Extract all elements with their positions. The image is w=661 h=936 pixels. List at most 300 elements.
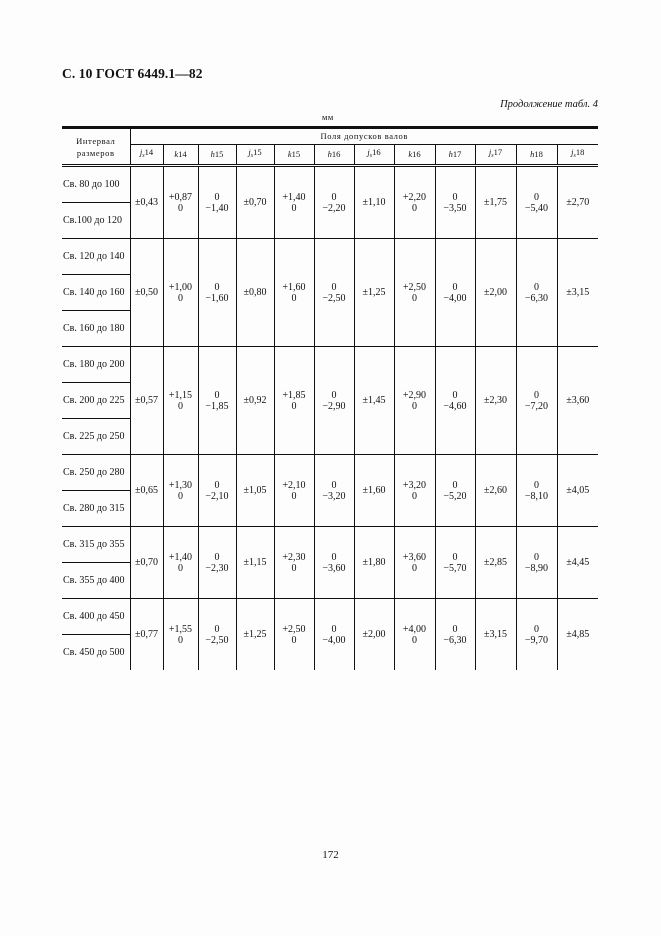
tolerance-value-cell <box>314 347 354 455</box>
tolerance-value-cell <box>130 599 163 671</box>
size-interval-cell: Св. 250 до 280 <box>62 455 130 491</box>
column-header <box>557 145 598 166</box>
deviation-pair <box>205 480 228 502</box>
upper-deviation: 0 <box>452 191 458 203</box>
tolerance-value-cell <box>274 455 314 527</box>
lower-deviation: −6,30 <box>443 634 467 646</box>
upper-deviation: +2,50 <box>282 623 306 635</box>
upper-deviation: 0 <box>214 191 220 203</box>
tolerance-value-cell <box>557 239 598 347</box>
lower-deviation: −2,30 <box>205 562 229 574</box>
page-number: 172 <box>322 849 339 861</box>
upper-deviation: 0 <box>533 479 539 491</box>
lower-deviation: −2,90 <box>322 400 346 412</box>
size-interval-cell: Св. 80 до 100 <box>63 179 120 190</box>
symmetric-deviation: ±0,65 <box>135 485 158 496</box>
column-header <box>130 145 163 166</box>
column-header <box>394 145 435 166</box>
tolerance-value-cell <box>130 455 163 527</box>
field-grade: 17 <box>452 149 462 159</box>
tolerance-value-cell <box>274 166 314 239</box>
upper-deviation: 0 <box>331 479 337 491</box>
deviation-pair <box>443 282 466 304</box>
tolerance-fields-group-header: Поля допусков валов <box>130 128 598 145</box>
field-grade: 18 <box>575 147 585 157</box>
column-header <box>475 145 516 166</box>
upper-deviation: 0 <box>452 281 458 293</box>
upper-deviation: +1,30 <box>168 479 193 491</box>
lower-deviation: −4,60 <box>443 400 467 412</box>
symmetric-deviation: ±2,85 <box>484 557 507 568</box>
tolerance-value-cell <box>274 239 314 347</box>
upper-deviation: +3,60 <box>402 551 427 563</box>
lower-deviation: 0 <box>291 292 297 304</box>
tolerance-value-cell <box>516 166 557 239</box>
symmetric-deviation: ±1,75 <box>484 197 507 208</box>
symmetric-deviation: ±0,50 <box>135 287 158 298</box>
upper-deviation: 0 <box>533 281 539 293</box>
field-subscript: s <box>573 153 576 159</box>
table-row <box>62 527 598 563</box>
lower-deviation: −2,10 <box>205 490 229 502</box>
deviation-pair <box>403 624 426 646</box>
symmetric-deviation: ±1,80 <box>362 557 386 568</box>
upper-deviation: +4,00 <box>402 623 427 635</box>
field-subscript: s <box>369 153 373 159</box>
deviation-pair <box>169 552 192 574</box>
table-row <box>62 239 598 275</box>
deviation-pair <box>443 480 466 502</box>
upper-deviation: 0 <box>533 389 539 401</box>
lower-deviation: 0 <box>411 634 417 646</box>
tolerance-value-cell <box>314 239 354 347</box>
symmetric-deviation: ±1,45 <box>362 395 386 406</box>
tolerance-value-cell <box>130 347 163 455</box>
field-letter: h <box>530 149 535 159</box>
tolerance-value-cell <box>163 347 198 455</box>
upper-deviation: 0 <box>452 623 458 635</box>
size-interval-cell: Св. 280 до 315 <box>62 491 130 527</box>
symmetric-deviation: ±3,60 <box>566 395 590 406</box>
upper-deviation: +0,87 <box>168 191 193 203</box>
deviation-pair <box>322 624 345 646</box>
deviation-pair <box>403 390 426 412</box>
deviation-pair <box>525 390 548 412</box>
upper-deviation: +1,55 <box>168 623 193 635</box>
column-header <box>198 145 236 166</box>
upper-deviation: 0 <box>214 623 220 635</box>
field-letter: k <box>287 149 292 159</box>
tolerance-value-cell <box>314 455 354 527</box>
tolerance-value-cell <box>163 527 198 599</box>
lower-deviation: −1,85 <box>205 400 229 412</box>
lower-deviation: 0 <box>177 400 183 412</box>
tolerance-value-cell <box>163 599 198 671</box>
deviation-pair <box>403 282 426 304</box>
deviation-pair <box>169 192 192 214</box>
column-header <box>354 145 394 166</box>
lower-deviation: −3,20 <box>322 490 346 502</box>
table-continuation-label: Продолжение табл. 4 <box>500 99 598 110</box>
lower-deviation: 0 <box>177 562 183 574</box>
upper-deviation: 0 <box>331 281 337 293</box>
lower-deviation: 0 <box>177 634 183 646</box>
tolerance-value-cell <box>236 599 274 671</box>
tolerance-value-cell <box>236 347 274 455</box>
tolerance-value-cell <box>475 455 516 527</box>
deviation-pair <box>169 390 192 412</box>
tolerance-value-cell <box>475 347 516 455</box>
lower-deviation: −5,40 <box>524 202 549 214</box>
symmetric-deviation: ±2,70 <box>566 197 590 208</box>
upper-deviation: +3,20 <box>402 479 427 491</box>
field-grade: 16 <box>372 147 381 157</box>
deviation-pair <box>443 192 466 214</box>
tolerance-value-cell <box>354 455 394 527</box>
tolerance-value-cell <box>130 527 163 599</box>
upper-deviation: 0 <box>214 389 220 401</box>
tolerance-value-cell <box>516 527 557 599</box>
tolerance-value-cell <box>198 527 236 599</box>
lower-deviation: 0 <box>291 400 297 412</box>
field-letter: j <box>488 147 492 157</box>
size-interval-cell: Св. 225 до 250 <box>62 419 130 455</box>
tolerance-value-cell <box>236 239 274 347</box>
field-letter: j <box>367 147 370 157</box>
deviation-pair <box>282 192 305 214</box>
tolerance-value-cell <box>314 166 354 239</box>
symmetric-deviation: ±4,45 <box>566 557 590 568</box>
tolerance-value-cell <box>435 347 475 455</box>
tolerance-value-cell <box>557 599 598 671</box>
deviation-pair <box>205 192 228 214</box>
deviation-pair <box>282 282 305 304</box>
column-header <box>274 145 314 166</box>
deviation-pair <box>169 480 192 502</box>
upper-deviation: 0 <box>214 479 220 491</box>
upper-deviation: +2,30 <box>282 551 306 563</box>
tolerance-value-cell <box>354 166 394 239</box>
field-grade: 18 <box>534 149 543 159</box>
tolerance-value-cell <box>516 599 557 671</box>
upper-deviation: +2,10 <box>282 479 306 491</box>
upper-deviation: 0 <box>533 191 539 203</box>
tolerance-table <box>62 126 598 670</box>
deviation-pair <box>525 552 548 574</box>
deviation-pair <box>205 390 228 412</box>
symmetric-deviation: ±1,05 <box>243 485 267 496</box>
field-grade: 16 <box>331 149 341 159</box>
column-header <box>435 145 475 166</box>
symmetric-deviation: ±2,00 <box>362 629 386 640</box>
symmetric-deviation: ±2,60 <box>484 485 507 496</box>
deviation-pair <box>525 480 548 502</box>
deviation-pair <box>205 552 228 574</box>
tolerance-value-cell <box>435 599 475 671</box>
lower-deviation: −2,50 <box>205 634 229 646</box>
upper-deviation: 0 <box>214 551 220 563</box>
size-interval-cell: Св. 120 до 140 <box>62 239 130 275</box>
column-header <box>516 145 557 166</box>
tolerance-value-cell <box>557 166 598 239</box>
upper-deviation: 0 <box>331 389 337 401</box>
lower-deviation: −5,20 <box>443 490 467 502</box>
field-subscript: s <box>142 153 145 159</box>
tolerance-value-cell <box>475 599 516 671</box>
tolerance-value-cell <box>354 527 394 599</box>
field-letter: k <box>408 149 413 159</box>
field-grade: 14 <box>144 147 154 157</box>
symmetric-deviation: ±0,80 <box>243 287 267 298</box>
symmetric-deviation: ±1,10 <box>362 197 386 208</box>
deviation-pair <box>525 192 548 214</box>
tolerance-value-cell <box>163 455 198 527</box>
tolerance-value-cell <box>236 527 274 599</box>
column-header <box>236 145 274 166</box>
table-row <box>62 599 598 635</box>
tolerance-value-cell <box>394 166 435 239</box>
tolerance-value-cell <box>198 166 236 239</box>
deviation-pair <box>403 552 426 574</box>
upper-deviation: +1,00 <box>168 281 193 293</box>
upper-deviation: 0 <box>452 551 458 563</box>
tolerance-value-cell <box>354 239 394 347</box>
tolerance-value-cell <box>516 455 557 527</box>
column-header <box>314 145 354 166</box>
symmetric-deviation: ±2,00 <box>484 287 507 298</box>
tolerance-value-cell <box>394 527 435 599</box>
upper-deviation: +2,90 <box>402 389 427 401</box>
symmetric-deviation: ±0,43 <box>135 197 158 208</box>
lower-deviation: −2,20 <box>322 202 346 214</box>
tolerance-value-cell <box>274 347 314 455</box>
lower-deviation: 0 <box>411 202 417 214</box>
deviation-pair <box>403 192 426 214</box>
upper-deviation: +1,85 <box>282 389 306 401</box>
tolerance-value-cell <box>557 347 598 455</box>
upper-deviation: 0 <box>331 551 337 563</box>
lower-deviation: −4,00 <box>443 292 467 304</box>
lower-deviation: 0 <box>291 202 297 214</box>
deviation-pair <box>443 552 466 574</box>
tolerance-value-cell <box>475 239 516 347</box>
tolerance-value-cell <box>435 166 475 239</box>
field-subscript: s <box>491 153 494 159</box>
tolerance-value-cell <box>435 455 475 527</box>
field-letter: j <box>139 147 143 157</box>
tolerance-value-cell <box>557 527 598 599</box>
table-row <box>62 166 598 203</box>
field-letter: j <box>248 147 251 157</box>
tolerance-value-cell <box>394 599 435 671</box>
symmetric-deviation: ±1,25 <box>243 629 267 640</box>
tolerance-value-cell <box>274 599 314 671</box>
column-header <box>163 145 198 166</box>
symmetric-deviation: ±1,60 <box>362 485 386 496</box>
deviation-pair <box>322 192 345 214</box>
symmetric-deviation: ±4,05 <box>566 485 590 496</box>
upper-deviation: +1,15 <box>168 389 193 401</box>
interval-header-line2: размеров <box>76 147 115 158</box>
tolerance-value-cell <box>236 166 274 239</box>
deviation-pair <box>282 624 305 646</box>
lower-deviation: 0 <box>411 292 417 304</box>
tolerance-value-cell <box>163 166 198 239</box>
interval-header-line1: Интервал <box>76 135 116 146</box>
upper-deviation: 0 <box>533 623 539 635</box>
symmetric-deviation: ±0,70 <box>135 557 158 568</box>
deviation-pair <box>403 480 426 502</box>
tolerance-value-cell <box>198 599 236 671</box>
tolerance-value-cell <box>557 455 598 527</box>
tolerance-value-cell <box>516 239 557 347</box>
tolerance-value-cell <box>274 527 314 599</box>
symmetric-deviation: ±0,57 <box>135 395 158 406</box>
lower-deviation: −3,50 <box>443 202 467 214</box>
lower-deviation: −1,40 <box>205 202 229 214</box>
tolerance-value-cell <box>394 455 435 527</box>
symmetric-deviation: ±1,25 <box>362 287 386 298</box>
deviation-pair <box>282 552 305 574</box>
tolerance-value-cell <box>475 527 516 599</box>
upper-deviation: 0 <box>452 479 458 491</box>
field-grade: 14 <box>178 149 187 159</box>
deviation-pair <box>443 624 466 646</box>
deviation-pair <box>205 282 228 304</box>
tolerance-value-cell <box>163 239 198 347</box>
tolerance-value-cell <box>354 347 394 455</box>
lower-deviation: 0 <box>177 202 183 214</box>
lower-deviation: −2,50 <box>322 292 346 304</box>
lower-deviation: 0 <box>291 490 297 502</box>
lower-deviation: 0 <box>291 634 297 646</box>
upper-deviation: +1,40 <box>168 551 193 563</box>
tolerance-value-cell <box>130 239 163 347</box>
upper-deviation: +1,60 <box>282 281 306 293</box>
deviation-pair <box>525 282 548 304</box>
field-grade: 15 <box>291 149 301 159</box>
lower-deviation: 0 <box>411 562 417 574</box>
unit-label: мм <box>322 112 334 122</box>
size-interval-cell: Св.100 до 120 <box>62 203 130 239</box>
lower-deviation: −8,10 <box>524 490 549 502</box>
size-interval-cell: Св. 400 до 450 <box>62 599 130 635</box>
symmetric-deviation: ±0,77 <box>135 629 158 640</box>
lower-deviation: −4,00 <box>322 634 346 646</box>
deviation-pair <box>169 624 192 646</box>
tolerance-value-cell <box>198 239 236 347</box>
tolerance-value-cell <box>130 166 163 239</box>
field-letter: h <box>327 149 332 159</box>
lower-deviation: −3,60 <box>322 562 346 574</box>
deviation-pair <box>282 390 305 412</box>
tolerance-value-cell <box>198 347 236 455</box>
size-interval-cell: Св. 180 до 200 <box>62 347 130 383</box>
upper-deviation: +1,40 <box>282 191 306 203</box>
upper-deviation: 0 <box>214 281 220 293</box>
column-header-row <box>62 145 598 166</box>
lower-deviation: 0 <box>411 490 417 502</box>
upper-deviation: +2,20 <box>402 191 427 203</box>
table-body <box>62 166 598 671</box>
symmetric-deviation: ±0,92 <box>243 395 267 406</box>
deviation-pair <box>282 480 305 502</box>
field-grade: 15 <box>214 149 224 159</box>
upper-deviation: 0 <box>452 389 458 401</box>
field-subscript: s <box>250 153 254 159</box>
lower-deviation: 0 <box>177 490 183 502</box>
deviation-pair <box>525 624 548 646</box>
field-grade: 17 <box>493 147 503 157</box>
tolerance-value-cell <box>354 599 394 671</box>
tolerance-value-cell <box>236 455 274 527</box>
symmetric-deviation: ±3,15 <box>566 287 590 298</box>
page-header: С. 10 ГОСТ 6449.1—82 <box>62 66 203 81</box>
deviation-pair <box>322 480 345 502</box>
upper-deviation: +2,50 <box>402 281 427 293</box>
tolerance-value-cell <box>394 347 435 455</box>
interval-column-header <box>62 128 130 166</box>
field-letter: k <box>174 149 179 159</box>
deviation-pair <box>205 624 228 646</box>
deviation-pair <box>322 552 345 574</box>
field-grade: 16 <box>412 149 421 159</box>
upper-deviation: 0 <box>331 191 337 203</box>
lower-deviation: −8,90 <box>524 562 549 574</box>
lower-deviation: −1,60 <box>205 292 229 304</box>
lower-deviation: −9,70 <box>524 634 549 646</box>
deviation-pair <box>169 282 192 304</box>
tolerance-value-cell <box>435 527 475 599</box>
deviation-pair <box>322 282 345 304</box>
field-letter: h <box>210 149 215 159</box>
tolerance-value-cell <box>314 599 354 671</box>
lower-deviation: −7,20 <box>524 400 549 412</box>
size-interval-cell: Св. 140 до 160 <box>62 275 130 311</box>
size-interval-cell: Св. 160 до 180 <box>62 311 130 347</box>
field-letter: j <box>571 147 574 157</box>
upper-deviation: 0 <box>533 551 539 563</box>
lower-deviation: −5,70 <box>443 562 467 574</box>
size-interval-cell: Св. 355 до 400 <box>62 563 130 599</box>
tolerance-value-cell <box>198 455 236 527</box>
symmetric-deviation: ±2,30 <box>484 395 507 406</box>
upper-deviation: 0 <box>331 623 337 635</box>
tolerance-value-cell <box>475 166 516 239</box>
lower-deviation: 0 <box>177 292 183 304</box>
size-interval-cell: Св. 450 до 500 <box>62 635 130 671</box>
table-row <box>62 347 598 383</box>
table-row <box>62 455 598 491</box>
lower-deviation: −6,30 <box>524 292 549 304</box>
deviation-pair <box>443 390 466 412</box>
field-grade: 15 <box>253 147 262 157</box>
symmetric-deviation: ±1,15 <box>243 557 267 568</box>
tolerance-value-cell <box>516 347 557 455</box>
tolerance-value-cell <box>394 239 435 347</box>
symmetric-deviation: ±4,85 <box>566 629 590 640</box>
tolerance-value-cell <box>314 527 354 599</box>
symmetric-deviation: ±0,70 <box>243 197 267 208</box>
field-letter: h <box>448 149 453 159</box>
deviation-pair <box>322 390 345 412</box>
lower-deviation: 0 <box>291 562 297 574</box>
tolerance-value-cell <box>435 239 475 347</box>
size-interval-cell: Св. 315 до 355 <box>62 527 130 563</box>
lower-deviation: 0 <box>411 400 417 412</box>
size-interval-cell: Св. 200 до 225 <box>62 383 130 419</box>
symmetric-deviation: ±3,15 <box>484 629 507 640</box>
